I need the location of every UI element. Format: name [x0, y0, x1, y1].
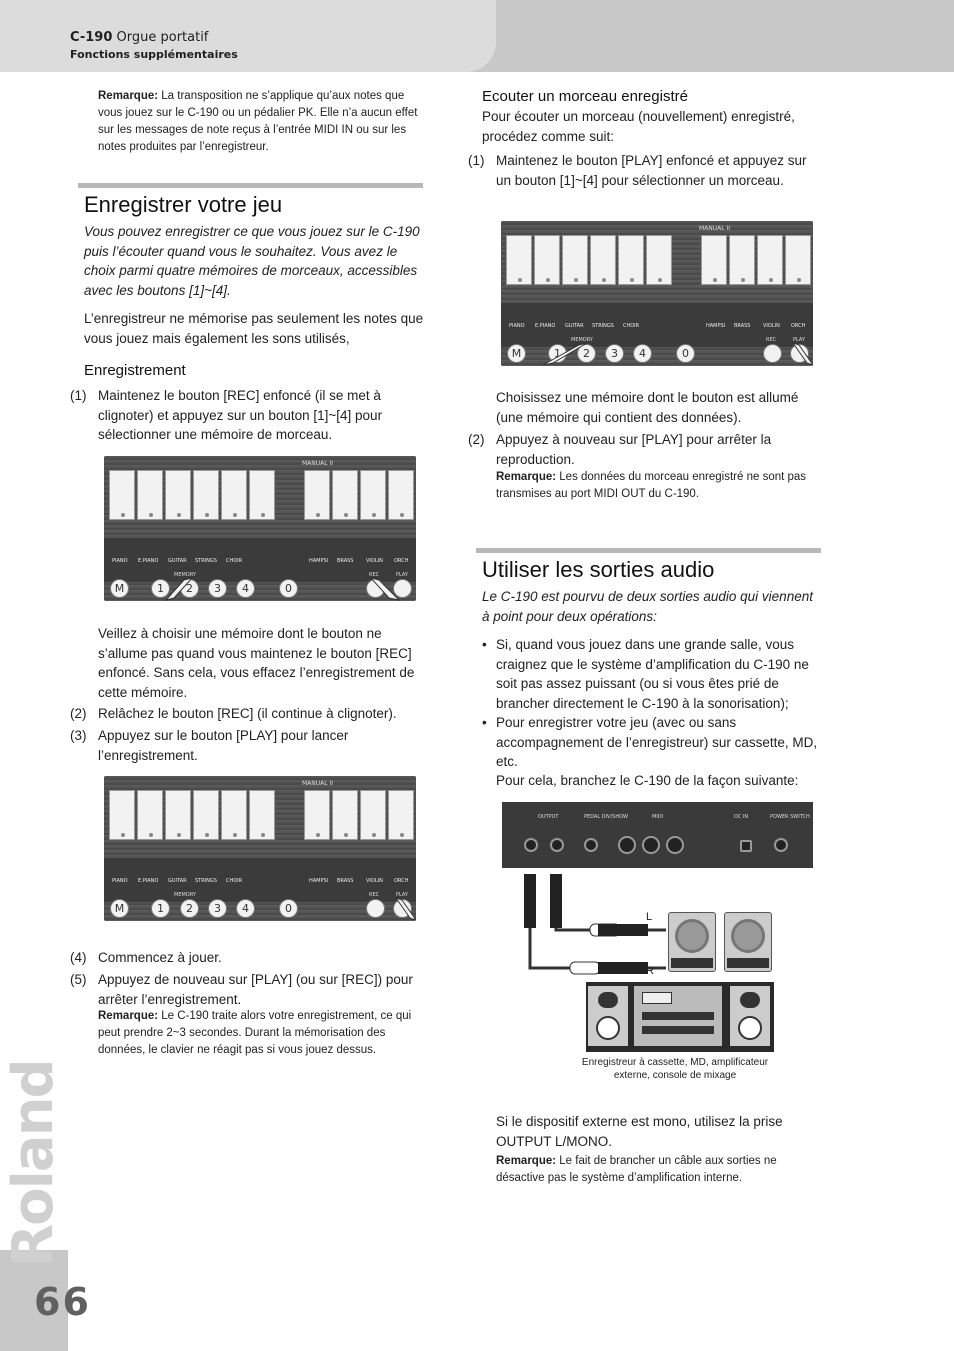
midi-port [618, 836, 636, 854]
memory-m-button[interactable]: M [110, 579, 129, 598]
memory-m-button[interactable]: M [110, 899, 129, 918]
finger-pointer-icon [394, 896, 416, 921]
step-text: Maintenez le bouton [REC] enfoncé (il se met à clignoter) et appuyez sur un bouton [1]~[4] pour sélectionner une mémoire de morceau. [98, 388, 383, 442]
panel-play-label: PLAY [396, 892, 409, 898]
finger-pointer-icon [369, 576, 409, 601]
step-text: Appuyez à nouveau sur [PLAY] pour arrêter la reproduction. [496, 432, 772, 467]
record-para: L’enregistreur ne mémorise pas seulement les notes que vous jouez mais également les sons utilisés, [84, 311, 424, 346]
voice-label: VIOLIN [366, 878, 383, 884]
mono-output-text: Si le dispositif externe est mono, utilisez la prise OUTPUT L/MONO. [496, 1114, 783, 1149]
memory-button-0[interactable]: 0 [279, 899, 298, 918]
dc-in-jack [740, 840, 752, 852]
voice-label: E.PIANO [138, 558, 159, 564]
playback-intro: Pour écouter un morceau (nouvellement) enregistré, procédez comme suit: [482, 109, 795, 144]
rear-panel-image [502, 802, 813, 868]
subheading-recording: Enregistrement [84, 362, 186, 379]
subheading-playback: Ecouter un morceau enregistré [482, 88, 688, 105]
step-number: (5) [70, 972, 87, 987]
panel-memory-label: MEMORY [174, 892, 196, 898]
step-number: (4) [70, 950, 87, 965]
panel-rec-label: REC [369, 892, 380, 898]
rec-button[interactable] [763, 344, 782, 363]
connect-intro: Pour cela, branchez le C-190 de la façon suivante: [496, 773, 799, 788]
panel-rec-label: REC [369, 572, 380, 578]
brand-logo: Roland [1, 1060, 66, 1267]
voice-label: PIANO [112, 558, 128, 564]
speaker-icon [724, 912, 772, 972]
step-number: (1) [468, 153, 485, 168]
label-r: R [646, 965, 654, 977]
output-r-jack [524, 838, 538, 852]
speaker-icon [668, 912, 716, 972]
step-text: Relâchez le bouton [REC] (il continue à clignoter). [98, 706, 397, 721]
voice-label: E.PIANO [535, 323, 556, 329]
step-number: (1) [70, 388, 87, 403]
voice-label: CHOIR [623, 323, 640, 329]
midi-port [666, 836, 684, 854]
rear-label: POWER SWITCH [770, 814, 810, 820]
finger-pointer-icon [164, 576, 204, 601]
header-section: Fonctions supplémentaires [70, 48, 238, 61]
panel-play-label: PLAY [793, 337, 806, 343]
voice-label: GUITAR [168, 558, 187, 564]
diagram-caption: Enregistreur à cassette, MD, amplificateur externe, console de mixage [581, 1057, 769, 1081]
voice-label: PIANO [112, 878, 128, 884]
heading-audio-outputs: Utiliser les sorties audio [482, 557, 715, 582]
voice-label: CHOIR [226, 558, 243, 564]
bullet-icon: • [482, 637, 487, 652]
voice-label: BRASS [337, 558, 354, 564]
power-switch [774, 838, 788, 852]
memory-button-3[interactable]: 3 [208, 579, 227, 598]
panel-manual-label: MANUAL II [302, 780, 334, 787]
label-l: L [646, 911, 653, 923]
step-text: Appuyez de nouveau sur [PLAY] (ou sur [REC]) pour arrêter l’enregistrement. [98, 972, 413, 1007]
finger-pointer-icon [541, 341, 591, 366]
pedal-jack [584, 838, 598, 852]
cable-diagram [510, 868, 820, 978]
voice-label: BRASS [337, 878, 354, 884]
memory-button-2[interactable]: 2 [180, 899, 199, 918]
rear-label: MIDI [652, 814, 664, 820]
rear-label: OUTPUT [538, 814, 559, 820]
organ-panel-image [104, 456, 416, 601]
bullet-icon: • [482, 715, 487, 730]
memory-m-button[interactable]: M [507, 344, 526, 363]
step-note: Choisissez une mémoire dont le bouton est allumé (une mémoire qui contient des données). [496, 390, 799, 425]
voice-label: HAMPSI [309, 558, 329, 564]
heading-record: Enregistrer votre jeu [84, 192, 283, 217]
panel-manual-label: MANUAL II [699, 225, 731, 232]
memory-button-4[interactable]: 4 [236, 579, 255, 598]
right-note-amplification: Remarque: Le fait de brancher un câble aux sorties ne désactive pas le système d’amplification interne. [496, 1155, 777, 1184]
bullet-text: Pour enregistrer votre jeu (avec ou sans accompagnement de l’enregistreur) sur cassette, MD, etc. [496, 715, 818, 769]
step-number: (2) [70, 706, 87, 721]
header-model: C-190 Orgue portatif [70, 30, 209, 45]
voice-label: PIANO [509, 323, 525, 329]
panel-rec-label: REC [766, 337, 777, 343]
page-number: 66 [34, 1280, 91, 1324]
organ-panel-image [501, 221, 813, 366]
step-text: Appuyez sur le bouton [PLAY] pour lancer l’enregistrement. [98, 728, 349, 763]
bullet-text: Si, quand vous jouez dans une grande salle, vous craignez que le système d’amplification du C-190 ne soit pas assez puissant (ou si vous êtes prié de brancher directement le C-190 à la sonorisation); [496, 637, 809, 711]
right-note-midi: Remarque: Les données du morceau enregistré ne sont pas transmises au port MIDI OUT du C-190. [496, 471, 807, 500]
memory-button-0[interactable]: 0 [676, 344, 695, 363]
memory-button-3[interactable]: 3 [605, 344, 624, 363]
memory-button-1[interactable]: 1 [151, 899, 170, 918]
step-text: Commencez à jouer. [98, 950, 222, 965]
panel-memory-label: MEMORY [571, 337, 593, 343]
panel-manual-label: MANUAL II [302, 460, 334, 467]
rec-button[interactable] [366, 899, 385, 918]
rear-label: DC IN [734, 814, 749, 820]
record-intro: Vous pouvez enregistrer ce que vous jouez sur le C-190 puis l’écouter quand vous le souhaitez. Vous avez le choix parmi quatre mémoires de morceaux, accessibles avec les boutons [1]~[4]. [84, 224, 420, 298]
voice-label: STRINGS [592, 323, 614, 329]
memory-button-1[interactable]: 1 [151, 579, 170, 598]
audio-intro: Le C-190 est pourvu de deux sorties audio qui viennent à point pour deux opérations: [482, 589, 813, 624]
step-number: (3) [70, 728, 87, 743]
step-note: Veillez à choisir une mémoire dont le bouton ne s’allume pas quand vous maintenez le bouton [REC] enfoncé. Sans cela, vous effacez l’enregistrement de cette mémoire. [98, 626, 415, 700]
voice-label: GUITAR [565, 323, 584, 329]
voice-label: GUITAR [168, 878, 187, 884]
voice-label: ORCH [394, 558, 409, 564]
voice-label: ORCH [791, 323, 806, 329]
panel-memory-label: MEMORY [174, 572, 196, 578]
voice-label: ORCH [394, 878, 409, 884]
organ-panel-image [104, 776, 416, 921]
stereo-system-icon [586, 982, 774, 1052]
memory-button-3[interactable]: 3 [208, 899, 227, 918]
voice-label: E.PIANO [138, 878, 159, 884]
memory-button-4[interactable]: 4 [633, 344, 652, 363]
voice-label: BRASS [734, 323, 751, 329]
memory-button-1[interactable]: 1 [548, 344, 567, 363]
voice-label: STRINGS [195, 558, 217, 564]
memory-button-2[interactable]: 2 [180, 579, 199, 598]
voice-label: STRINGS [195, 878, 217, 884]
voice-label: HAMPSI [309, 878, 329, 884]
voice-label: HAMPSI [706, 323, 726, 329]
voice-label: CHOIR [226, 878, 243, 884]
left-note-processing: Remarque: Le C-190 traite alors votre enregistrement, ce qui peut prendre 2~3 secondes. Durant la mémorisation des données, le clavier ne réagit pas si vous jouez dessus. [98, 1010, 412, 1056]
step-text: Maintenez le bouton [PLAY] enfoncé et appuyez sur un bouton [1]~[4] pour sélectionner un morceau. [496, 153, 807, 188]
rear-label: PEDAL DIV/SHOW [584, 814, 628, 820]
memory-button-0[interactable]: 0 [279, 579, 298, 598]
finger-pointer-icon [791, 341, 813, 366]
midi-port [642, 836, 660, 854]
page-header [0, 0, 954, 72]
memory-button-2[interactable]: 2 [577, 344, 596, 363]
voice-label: VIOLIN [763, 323, 780, 329]
left-note-transposition: Remarque: La transposition ne s’applique qu’aux notes que vous jouez sur le C-190 ou un pédalier PK. Elle n’a aucun effet sur les messages de note reçus à l’entrée MIDI IN ou sur les notes produites par l’enregistreur. [98, 90, 418, 153]
output-l-jack [550, 838, 564, 852]
section-rule [78, 183, 423, 188]
memory-button-4[interactable]: 4 [236, 899, 255, 918]
step-number: (2) [468, 432, 485, 447]
panel-play-label: PLAY [396, 572, 409, 578]
voice-label: VIOLIN [366, 558, 383, 564]
section-rule [476, 548, 821, 553]
